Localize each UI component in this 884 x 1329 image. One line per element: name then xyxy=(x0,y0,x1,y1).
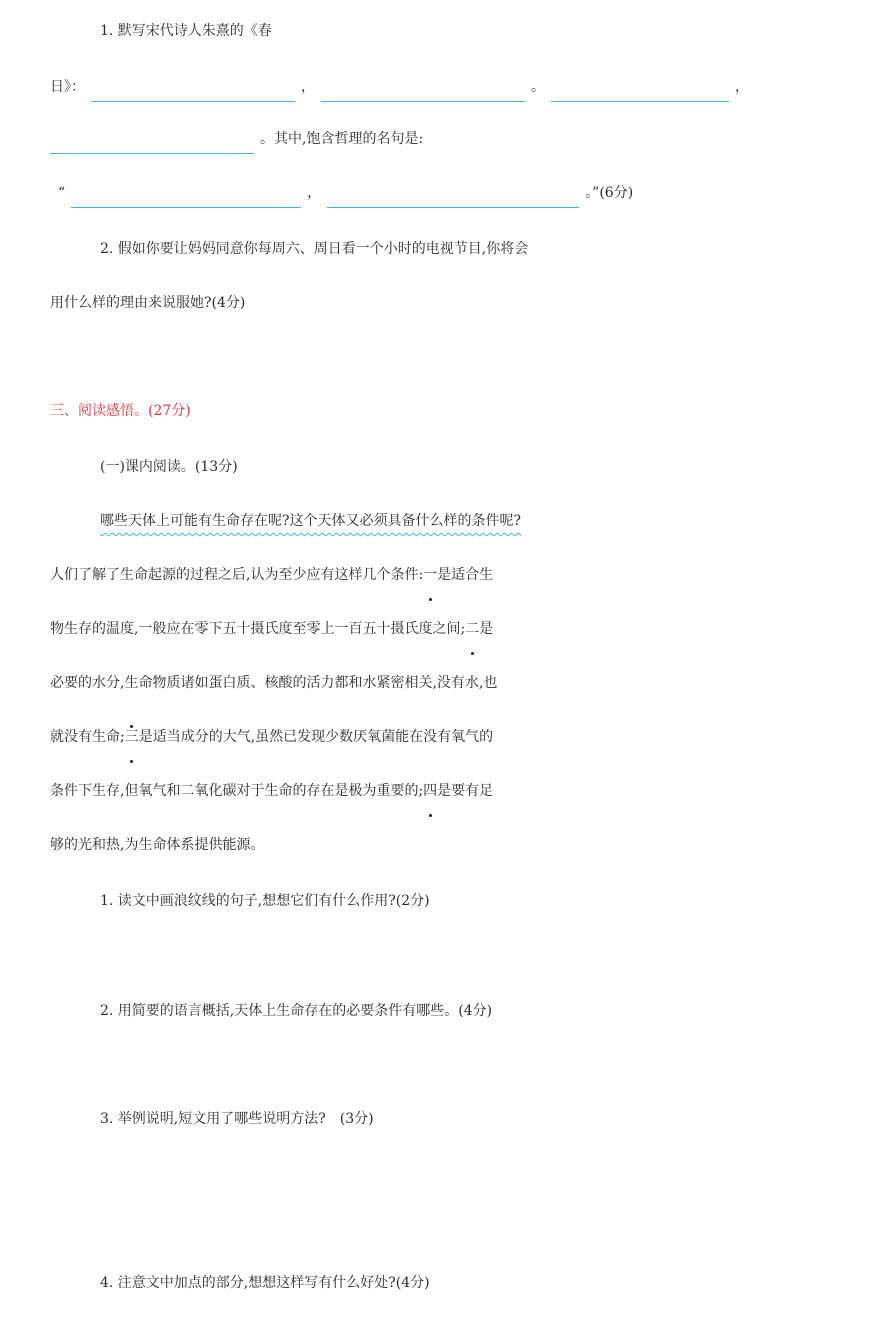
question-2-text: 2. 假如你要让妈妈同意你每周六、周日看一个小时的电视节目,你将会 xyxy=(100,241,529,257)
reading-question-2 xyxy=(0,996,884,1026)
reading-question-3-text: 3. 举例说明,短文用了哪些说明方法? (3分) xyxy=(100,1111,374,1127)
passage-line-6 xyxy=(0,776,884,806)
reading-question-4-text: 4. 注意文中加点的部分,想想这样写有什么好处?(4分) xyxy=(100,1275,430,1291)
passage-text: 物生存的温度,一般应在零下五十摄氏度至零上一百五十摄氏度之间; xyxy=(50,621,466,637)
answer-blank-5[interactable] xyxy=(71,178,301,208)
punctuation: 。 xyxy=(531,79,545,95)
punctuation: ， xyxy=(307,185,322,201)
answer-blank-6[interactable] xyxy=(327,178,579,208)
passage-text: 是 xyxy=(479,621,494,637)
answer-blank-1[interactable] xyxy=(91,72,295,102)
reading-question-3 xyxy=(0,1104,884,1134)
question-1-line-1 xyxy=(0,16,884,46)
answer-blank-4[interactable] xyxy=(50,124,254,154)
question-1-line-3 xyxy=(0,124,884,154)
reading-question-1-text: 1. 读文中画浪纹线的句子,想想它们有什么作用?(2分) xyxy=(100,893,430,909)
passage-text: 就没有生命; xyxy=(50,729,125,745)
question-1-text-d: 。”(6分) xyxy=(585,185,634,201)
section-heading-text: 三、阅读感悟。(27分) xyxy=(50,403,191,419)
passage-line-5 xyxy=(0,722,884,752)
question-2-line-1 xyxy=(0,234,884,264)
passage-line-2 xyxy=(0,560,884,590)
passage-text: 必要的水分,生命物质诸如蛋白质、核酸的活力都和水紧密相关,没有水,也 xyxy=(50,675,498,691)
question-2-text: 用什么样的理由来说服她?(4分) xyxy=(50,295,246,311)
question-1-line-2 xyxy=(0,72,884,102)
sub-heading xyxy=(0,452,884,482)
sub-heading-text: (一)课内阅读。(13分) xyxy=(100,459,238,475)
question-2-line-2 xyxy=(0,288,884,318)
wavy-underlined-sentence: 哪些天体上可能有生命存在呢?这个天体又必须具备什么样的条件呢? xyxy=(100,513,522,529)
reading-question-4 xyxy=(0,1268,884,1298)
passage-text: 人们了解了生命起源的过程之后,认为至少应有这样几个条件: xyxy=(50,567,424,583)
passage-text: 是适合生 xyxy=(437,567,494,583)
question-1-text-c: 。其中,饱含哲理的名句是: xyxy=(260,131,424,147)
answer-blank-3[interactable] xyxy=(551,72,729,102)
reading-question-2-text: 2. 用简要的语言概括,天体上生命存在的必要条件有哪些。(4分) xyxy=(100,1003,493,1019)
section-heading xyxy=(0,396,884,426)
emphasis-dot-word: 三 xyxy=(124,729,139,745)
emphasis-dot-word: 一 xyxy=(423,567,438,583)
passage-line-7 xyxy=(0,830,884,860)
question-1-text-a: 1. 默写宋代诗人朱熹的《春 xyxy=(100,23,272,39)
passage-line-1 xyxy=(0,506,884,536)
punctuation: ， xyxy=(301,79,315,95)
emphasis-dot-word: 二 xyxy=(465,621,480,637)
answer-blank-2[interactable] xyxy=(321,72,525,102)
passage-line-3 xyxy=(0,614,884,644)
question-1-text-b: 日》： xyxy=(50,79,85,95)
passage-text: 条件下生存,但氧气和二氧化碳对于生命的存在是极为重要的; xyxy=(50,783,424,799)
punctuation: “ xyxy=(58,185,66,201)
question-1-line-4 xyxy=(0,178,884,208)
punctuation: ， xyxy=(735,79,749,95)
passage-text: 够的光和热,为生命体系提供能源。 xyxy=(50,837,265,853)
reading-question-1 xyxy=(0,886,884,916)
passage-text: 是要有足 xyxy=(437,783,494,799)
passage-text: 是适当成分的大气,虽然已发现少数厌氧菌能在没有氧气的 xyxy=(138,729,494,745)
emphasis-dot-word: 四 xyxy=(423,783,438,799)
passage-line-4 xyxy=(0,668,884,698)
